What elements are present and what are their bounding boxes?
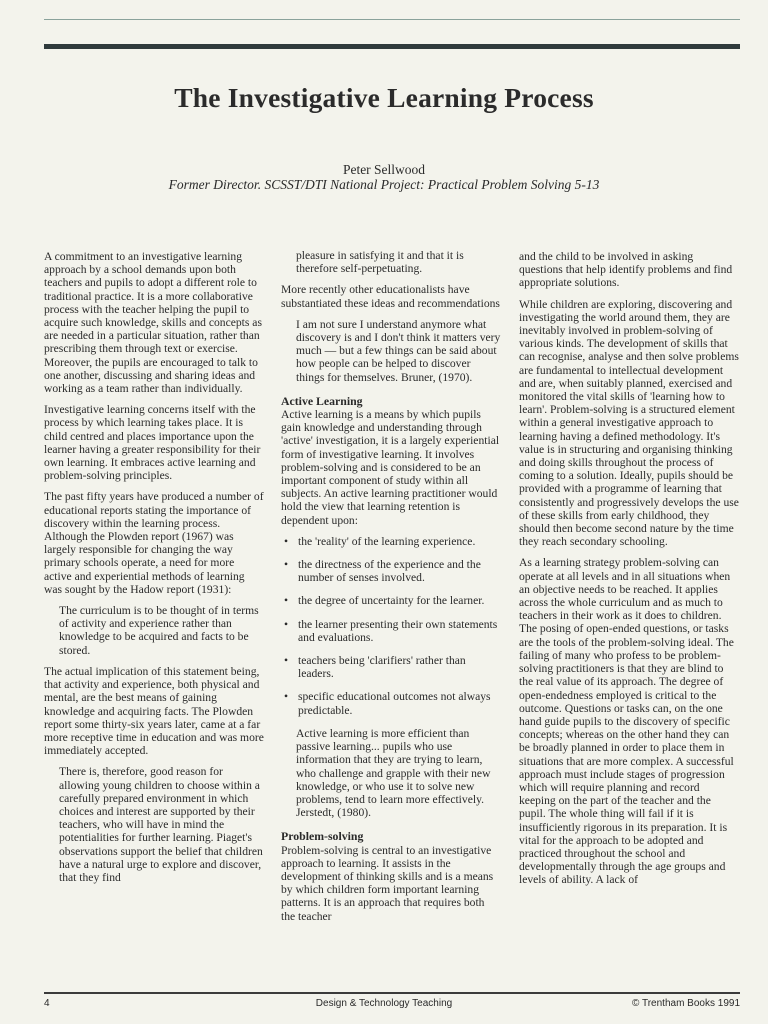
bullet-icon: • — [284, 558, 289, 572]
block-quote: Active learning is more efficient than passive learning... pupils who use information that they are trying to learn, who challenge and grapple with their new knowledge, or who use it to solve new problems, tend to learn more effectively. Jerstedt, (1980). — [296, 726, 491, 820]
block-quote: pleasure in satisfying it and that it is therefore self-perpetuating. — [296, 249, 464, 276]
list-item — [281, 594, 501, 607]
list-item-text: teachers being 'clarifiers' rather than leaders. — [298, 654, 466, 681]
list-item-text: the directness of the experience and the number of senses involved. — [298, 558, 481, 585]
paragraph: The actual implication of this statement being, that activity and experience, both physical and mental, are the best means of gaining knowledge and acquiring facts. The Plowden report some thirty-six years later, came at a far more receptive time in education and was more immediately accepted. — [44, 664, 264, 758]
paragraph: More recently other educationalists have substantiated these ideas and recommendations — [281, 283, 500, 310]
list-item — [281, 535, 501, 548]
section-heading-problem-solving: Problem-solving — [281, 829, 364, 844]
top-thick-rule — [44, 44, 740, 49]
paragraph: Investigative learning concerns itself with the process by which learning takes place. It is child centred and places importance upon the learner having a greater responsibility for their own learning. It embraces active learning and problem-solving principles. — [44, 403, 261, 483]
list-item — [281, 654, 501, 680]
list-item-text: specific educational outcomes not always predictable. — [298, 690, 491, 717]
list-item — [281, 558, 501, 584]
paragraph: A commitment to an investigative learning approach by a school demands upon both teachers and pupils to adopt a different role to traditional practice. It is a more collaborative process with the teacher helping the pupil to acquire such knowledge, skills and concepts as are needed in a particular situation, rather than prescribing them through text or exercise. Moreover, the pupils are encouraged to talk to one another, discussing and sharing ideas and working as a team rather than individually. — [44, 250, 262, 396]
paragraph: and the child to be involved in asking questions that help identify problems and find appropriate solutions. — [519, 250, 733, 290]
block-quote: There is, therefore, good reason for allowing young children to choose within a carefully prepared environment in which choices and interest are supported by their teachers, who will have in mind the potentialities for further learning. Piaget's observations support the belief that children have a natural urge to explore and discover, that they find — [59, 765, 263, 884]
copyright-notice: © Trentham Books 1991 — [632, 998, 740, 1009]
block-quote: The curriculum is to be thought of in terms of activity and experience rather than knowledge to be acquired and facts to be stored. — [59, 604, 259, 657]
journal-name: Design & Technology Teaching — [315, 998, 453, 1009]
author-name: Peter Sellwood — [342, 162, 426, 177]
column-3 — [519, 250, 739, 895]
top-thin-rule — [44, 19, 740, 20]
column-1 — [44, 250, 264, 892]
list-item-text: the learner presenting their own statements and evaluations. — [298, 617, 498, 644]
bullet-icon: • — [284, 654, 289, 668]
author-affiliation: Former Director. SCSST/DTI National Project: Practical Problem Solving 5-13 — [168, 177, 600, 192]
paragraph: Problem-solving is central to an investigative approach to learning. It assists in the development of thinking skills and is a means by which children form important learning patterns. It is an approach that requires both the teacher — [281, 843, 494, 923]
bullet-list — [281, 535, 501, 717]
bullet-icon: • — [284, 594, 289, 608]
paragraph: As a learning strategy problem-solving can operate at all levels and in all situations when an objective needs to be reached. It applies across the whole curriculum and as much to teachers in their work as it does to children. The posing of open-ended questions, or tasks are the tools of the problem-solving ideal. The failing of many who profess to be problem-solving practitioners is that they are blind to the real value of its approach. The degree of open-endedness employed is critical to the outcome. Questions or tasks can, on the one hand guide pupils to the discovery of specific concepts; whereas on the other hand they can be broadly planned in order to place them in situations that are more complex. A successful approach must include stages of progression which will require planning and record keeping on the part of the teacher and the pupil. The whole thing will fail if it is insufficiently rigorous in its preparation. It is vital for the approach to be adopted and practiced throughout the school and developmentally through the age groups and levels of ability. A lack of — [519, 556, 734, 887]
bullet-icon: • — [284, 617, 289, 631]
column-2 — [281, 249, 501, 931]
list-item — [281, 690, 501, 716]
page-number: 4 — [44, 998, 50, 1009]
paragraph: While children are exploring, discovering and investigating the world around them, they are inevitably involved in problem-solving of various kinds. The development of skills that can recognise, analyse and then solve problems are fundamental to intellectual development and are, when suitably planned, exercised and monitored the vital skills of 'learning how to learn'. Problem-solving is a structured element within a general investigative approach to learning having a defined methodology. It's value is in structuring and organising thinking and doing skills throughout the process of coming to a solution. Ideally, pupils should be provided with a programme of learning that consistently and progressively develops the use of these skills from early childhood, they should then become second nature by the time they reach secondary schooling. — [519, 297, 739, 549]
paragraph: The past fifty years have produced a number of educational reports stating the importance of discovery within the learning process. Although the Plowden report (1967) was largely responsible for changing the way primary schools operate, a need for more active and experiential methods of learning was sought by the Hadow report (1931): — [44, 490, 264, 596]
bullet-icon: • — [284, 534, 289, 548]
footer-rule — [44, 992, 740, 994]
block-quote: I am not sure I understand anymore what discovery is and I don't think it matters very much — but a few things can be said about how people can be helped to discover things for themselves. Bruner, (1970). — [296, 317, 501, 384]
list-item — [281, 618, 501, 644]
list-item-text: the degree of uncertainty for the learner. — [298, 594, 485, 608]
list-item-text: the 'reality' of the learning experience. — [298, 534, 476, 548]
section-heading-active-learning: Active Learning — [281, 393, 363, 408]
paragraph: Active learning is a means by which pupils gain knowledge and understanding through 'active' investigation, it is a largely experiential form of investigative learning. It involves problem-solving and is considered to be an important component of study within all subjects. An active learning practitioner would hold the view that learning retention is dependent upon: — [281, 408, 500, 527]
article-title: The Investigative Learning Process — [174, 82, 594, 113]
bullet-icon: • — [284, 690, 289, 704]
